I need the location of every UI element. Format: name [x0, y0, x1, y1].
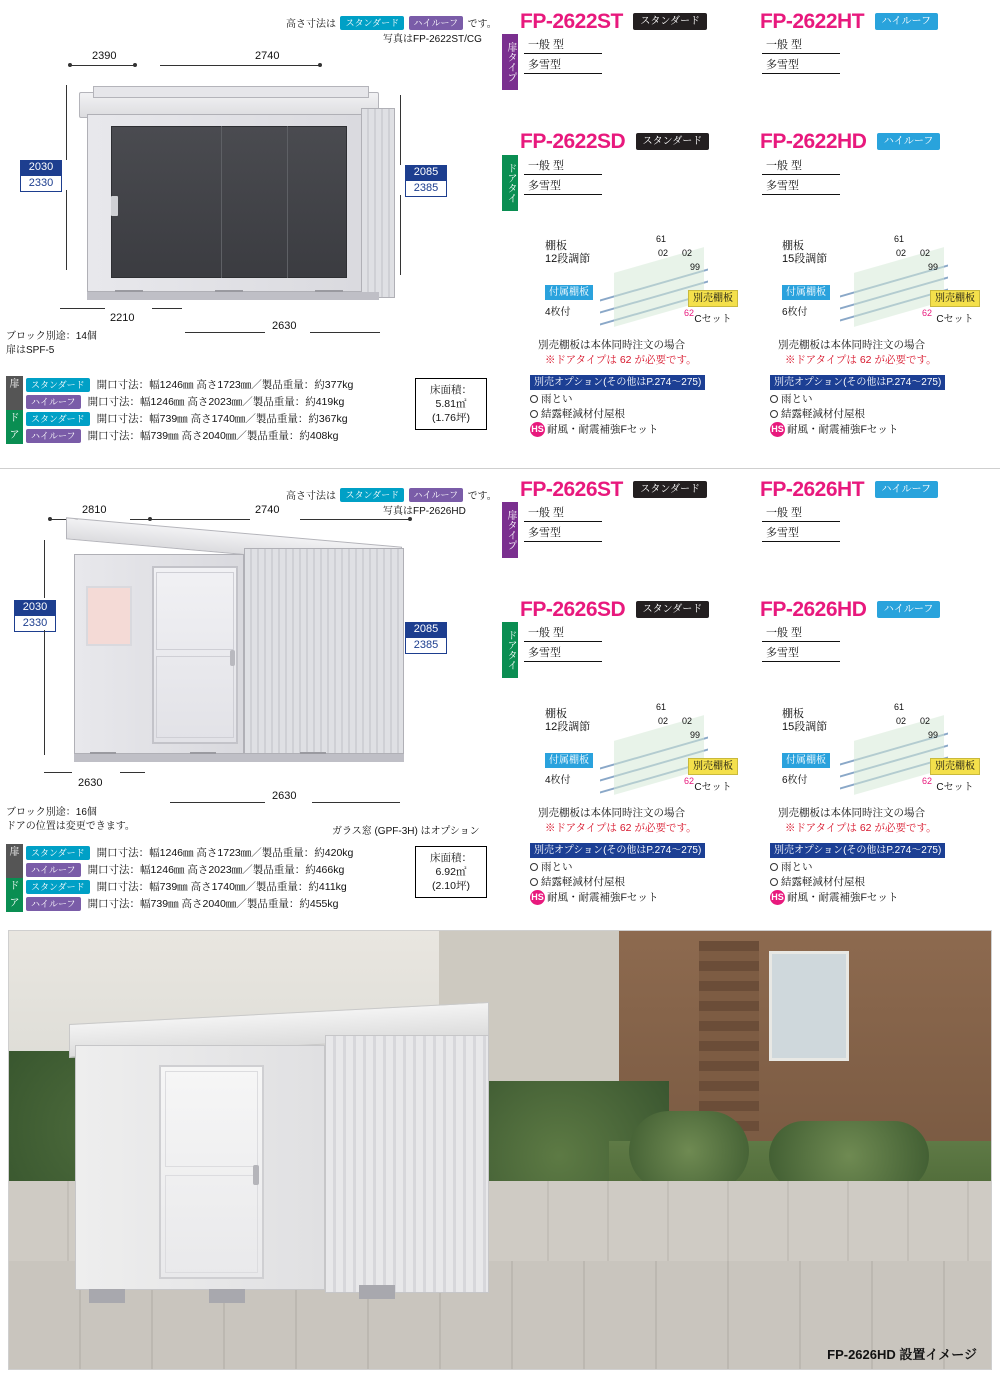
- optional-shelf-badge: 別売棚板: [688, 758, 738, 775]
- type-list-2626HD: [762, 622, 840, 662]
- spec-row: [6, 410, 406, 427]
- optional-shelf-2622-left: [688, 288, 738, 325]
- type-list-2626ST: [524, 502, 602, 542]
- option-item[interactable]: [770, 890, 1000, 905]
- tag-standard: スタンダード: [340, 16, 404, 30]
- door-handle: [230, 650, 235, 666]
- spec-row: [6, 878, 406, 895]
- tab-door-type-2622: 扉タイプ: [502, 34, 518, 90]
- option-item[interactable]: [530, 875, 760, 890]
- optional-shelf-badge: 別売棚板: [930, 290, 980, 307]
- option-label: 耐風・耐震補強Fセット: [787, 423, 899, 436]
- shelf-label: 02: [920, 248, 931, 258]
- hs-badge-icon: HS: [770, 890, 785, 905]
- type-item: 一般 型: [762, 34, 840, 54]
- header-note-text: 高さ寸法は: [286, 19, 336, 30]
- option-item[interactable]: [530, 890, 760, 905]
- attached-shelf-badge: 付属棚板: [782, 285, 830, 300]
- shed-illustration-2626: [60, 522, 410, 772]
- type-item: 多雪型: [762, 642, 840, 662]
- spec-row: [6, 376, 406, 393]
- drawing-fp2626: [0, 500, 470, 810]
- spec-side-label: ア: [6, 895, 23, 912]
- type-item: 一般 型: [524, 622, 602, 642]
- model-2626SD-title: [520, 598, 709, 622]
- spec-tag: ハイルーフ: [26, 863, 81, 877]
- dim-top-left: 2810: [82, 504, 107, 516]
- option-item[interactable]: [770, 407, 1000, 422]
- tab-door-type-2626sd: ドアタイプ: [502, 622, 518, 678]
- model-2626HT-title: [760, 478, 938, 502]
- option-item[interactable]: [530, 422, 760, 437]
- installation-photo: [8, 930, 992, 1370]
- option-label: 耐風・耐震補強Fセット: [547, 423, 659, 436]
- hs-badge-icon: HS: [530, 422, 545, 437]
- option-label: 雨とい: [541, 393, 573, 405]
- option-label: 結露軽減材付屋根: [541, 408, 625, 420]
- dim-right-standard: 2085: [405, 165, 447, 180]
- dim-top-left: 2390: [92, 50, 117, 62]
- shelf-label: 02: [682, 716, 693, 726]
- shelf-label: 02: [896, 716, 907, 726]
- model-name: FP-2622ST: [520, 10, 623, 33]
- model-badge: スタンダード: [636, 133, 710, 150]
- spec-side-label: ア: [6, 427, 23, 444]
- spec-row: [6, 427, 406, 444]
- dim-left-highroof: 2330: [20, 175, 62, 192]
- dim-right-standard: 2085: [405, 622, 447, 637]
- radio-icon[interactable]: [530, 863, 538, 871]
- model-badge: スタンダード: [633, 13, 707, 30]
- type-item: 一般 型: [762, 502, 840, 522]
- floor-area-sub: (2.10坪): [432, 880, 470, 892]
- shelf-label: 02: [920, 716, 931, 726]
- spec-text: 開口寸法：幅1246㎜ 高さ2023㎜／製品重量：約419kg: [87, 396, 345, 408]
- type-item: 多雪型: [524, 54, 602, 74]
- optional-shelf-set: Cセット: [694, 782, 732, 793]
- shelf-label: 99: [690, 262, 701, 272]
- model-badge: ハイルーフ: [875, 13, 939, 30]
- type-item: 一般 型: [762, 622, 840, 642]
- option-item[interactable]: [770, 392, 1000, 407]
- shelf-title: 棚板: [782, 240, 804, 252]
- type-list-2622HT: [762, 34, 840, 74]
- shelf-label: 62: [922, 308, 933, 318]
- spec-row: [6, 844, 406, 861]
- spec-tag: スタンダード: [26, 412, 90, 426]
- floor-area-value: 6.92㎡: [435, 866, 467, 878]
- type-item: 一般 型: [524, 502, 602, 522]
- shelf-note-red-2626-left: ※ドアタイプは 62 が必要です。: [545, 822, 697, 834]
- option-label: 耐風・耐震補強Fセット: [547, 891, 659, 904]
- options-header: 別売オプション(その他はP.274〜275): [770, 843, 945, 858]
- shelf-title: 棚板: [782, 708, 804, 720]
- dim-right-highroof: 2385: [405, 180, 447, 197]
- type-list-2626HT: [762, 502, 840, 542]
- type-item: 多雪型: [524, 642, 602, 662]
- model-badge: スタンダード: [633, 481, 707, 498]
- floor-area-value: 5.81㎡: [435, 398, 467, 410]
- spec-side-label: [6, 393, 23, 410]
- type-item: 一般 型: [762, 155, 840, 175]
- attached-shelf-count: 4枚付: [545, 307, 571, 318]
- option-label: 雨とい: [781, 861, 813, 873]
- optional-shelf-set: Cセット: [936, 314, 974, 325]
- spec-row: [6, 393, 406, 410]
- dim-bottom-right: 2630: [272, 790, 297, 802]
- type-item: 多雪型: [762, 175, 840, 195]
- shelf-label: 02: [658, 716, 669, 726]
- floor-area-2626: [415, 846, 487, 898]
- house-window: [769, 951, 849, 1061]
- attached-shelf-badge: 付属棚板: [545, 285, 593, 300]
- radio-icon[interactable]: [770, 395, 778, 403]
- dim-left-highroof: 2330: [14, 615, 56, 632]
- option-label: 結露軽減材付屋根: [781, 876, 865, 888]
- radio-icon[interactable]: [770, 878, 778, 886]
- spec-side-label: [6, 861, 23, 878]
- shelf-info-2626-right: [782, 708, 830, 786]
- hs-badge-icon: HS: [770, 422, 785, 437]
- model-name: FP-2626ST: [520, 478, 623, 501]
- model-2622ST-title: [520, 10, 707, 34]
- spec-text: 開口寸法：幅1246㎜ 高さ2023㎜／製品重量：約466kg: [87, 864, 345, 876]
- type-list-2622ST: [524, 34, 602, 74]
- dim-left-standard: 2030: [14, 600, 56, 615]
- shelf-note-black-2626-right: 別売棚板は本体同時注文の場合: [778, 807, 925, 819]
- shelf-label: 62: [684, 308, 695, 318]
- shelf-label: 61: [656, 234, 667, 244]
- model-badge: ハイルーフ: [875, 481, 939, 498]
- attached-shelf-count: 6枚付: [782, 307, 808, 318]
- shelf-note-black-2626-left: 別売棚板は本体同時注文の場合: [538, 807, 685, 819]
- model-2622HT-title: [760, 10, 938, 34]
- optional-shelf-2622-right: [930, 288, 980, 325]
- dim-left-standard: 2030: [20, 160, 62, 175]
- attached-shelf-badge: 付属棚板: [782, 753, 830, 768]
- options-header: 別売オプション(その他はP.274〜275): [530, 843, 705, 858]
- block2-photo-note: 写真はFP-2626HD: [383, 506, 466, 517]
- model-badge: ハイルーフ: [877, 133, 941, 150]
- floor-area-label: 床面積：: [430, 384, 472, 396]
- model-name: FP-2622SD: [520, 130, 626, 153]
- spec-text: 開口寸法：幅739㎜ 高さ2040㎜／製品重量：約408kg: [87, 430, 339, 442]
- spec-table-2626: [6, 844, 406, 912]
- options-2622-left: [530, 372, 760, 437]
- spec-tag: スタンダード: [26, 880, 90, 894]
- glass-window: [86, 586, 132, 646]
- dim-bottom-left: 2210: [110, 312, 135, 324]
- option-label: 耐風・耐震補強Fセット: [787, 891, 899, 904]
- model-name: FP-2622HD: [760, 130, 867, 153]
- photo-caption: FP-2626HD 設置イメージ: [827, 1347, 977, 1362]
- glass-window-note: ガラス窓 (GPF-3H) はオプション: [332, 826, 480, 837]
- shelf-label: 99: [690, 730, 701, 740]
- shelf-label: 02: [658, 248, 669, 258]
- tag-highroof: ハイルーフ: [409, 488, 464, 502]
- model-2626HD-title: [760, 598, 940, 622]
- shelf-info-2622-left: [545, 240, 593, 318]
- shelf-title: 棚板: [545, 708, 567, 720]
- spec-row: [6, 861, 406, 878]
- option-item[interactable]: [770, 860, 1000, 875]
- type-item: 一般 型: [524, 34, 602, 54]
- spec-text: 開口寸法：幅1246㎜ 高さ1723㎜／製品重量：約377kg: [96, 379, 354, 391]
- radio-icon[interactable]: [770, 863, 778, 871]
- type-list-2626SD: [524, 622, 602, 662]
- options-2626-left: [530, 840, 760, 905]
- drawing-fp2622: [0, 40, 470, 340]
- header-note-text2: です。: [467, 19, 497, 30]
- shelf-note-red-2626-right: ※ドアタイプは 62 が必要です。: [785, 822, 937, 834]
- shelf-label: 02: [896, 248, 907, 258]
- shelf-note-red-2622-left: ※ドアタイプは 62 が必要です。: [545, 354, 697, 366]
- model-badge: スタンダード: [636, 601, 710, 618]
- shelf-label: 62: [684, 776, 695, 786]
- type-item: 多雪型: [524, 522, 602, 542]
- option-item[interactable]: [530, 860, 760, 875]
- radio-icon[interactable]: [530, 395, 538, 403]
- option-label: 雨とい: [781, 393, 813, 405]
- shelf-label: 02: [682, 248, 693, 258]
- spec-side-label: 扉: [6, 376, 23, 393]
- spec-side-label: ド: [6, 878, 23, 895]
- dim-bottom-left: 2630: [78, 777, 103, 789]
- block2-note-0: ブロック別途：16個: [6, 807, 97, 818]
- shelf-note-black-2622-right: 別売棚板は本体同時注文の場合: [778, 339, 925, 351]
- shelf-label: 61: [656, 702, 667, 712]
- model-name: FP-2622HT: [760, 10, 865, 33]
- optional-shelf-2626-left: [688, 756, 738, 793]
- shelf-note-red-2622-right: ※ドアタイプは 62 が必要です。: [785, 354, 937, 366]
- radio-icon[interactable]: [530, 410, 538, 418]
- shelf-label: 99: [928, 262, 939, 272]
- options-2622-right: [770, 372, 1000, 437]
- shelf-title: 棚板: [545, 240, 567, 252]
- dim-bottom-right: 2630: [272, 320, 297, 332]
- spec-text: 開口寸法：幅739㎜ 高さ1740㎜／製品重量：約367kg: [96, 413, 348, 425]
- shelf-sub: 15段調節: [782, 721, 828, 733]
- type-list-2622SD: [524, 155, 602, 195]
- shelf-sub: 15段調節: [782, 253, 828, 265]
- spec-text: 開口寸法：幅739㎜ 高さ2040㎜／製品重量：約455kg: [87, 898, 339, 910]
- shelf-note-black-2622-left: 別売棚板は本体同時注文の場合: [538, 339, 685, 351]
- floor-area-label: 床面積：: [430, 852, 472, 864]
- radio-icon[interactable]: [770, 410, 778, 418]
- shelf-info-2622-right: [782, 240, 830, 318]
- tag-standard: スタンダード: [340, 488, 404, 502]
- shelf-sub: 12段調節: [545, 721, 591, 733]
- photo-shed: [69, 1013, 489, 1313]
- tab-door-type-2622sd: ドアタイプ: [502, 155, 518, 211]
- attached-shelf-count: 4枚付: [545, 775, 571, 786]
- floor-area-sub: (1.76坪): [432, 412, 470, 424]
- spec-side-label: 扉: [6, 844, 23, 861]
- optional-shelf-set: Cセット: [936, 782, 974, 793]
- options-header: 別売オプション(その他はP.274〜275): [530, 375, 705, 390]
- type-item: 多雪型: [762, 54, 840, 74]
- dim-right-highroof: 2385: [405, 637, 447, 654]
- block2-note-1: ドアの位置は変更できます。: [6, 821, 135, 832]
- option-item[interactable]: [530, 407, 760, 422]
- options-header: 別売オプション(その他はP.274〜275): [770, 375, 945, 390]
- option-label: 雨とい: [541, 861, 573, 873]
- option-label: 結露軽減材付屋根: [781, 408, 865, 420]
- attached-shelf-badge: 付属棚板: [545, 753, 593, 768]
- option-item[interactable]: [770, 422, 1000, 437]
- options-2626-right: [770, 840, 1000, 905]
- spec-row: [6, 895, 406, 912]
- optional-shelf-set: Cセット: [694, 314, 732, 325]
- optional-shelf-badge: 別売棚板: [930, 758, 980, 775]
- type-item: 多雪型: [524, 175, 602, 195]
- header-note-text: 高さ寸法は: [286, 491, 336, 502]
- model-2622SD-title: [520, 130, 709, 154]
- option-item[interactable]: [530, 392, 760, 407]
- attached-shelf-count: 6枚付: [782, 775, 808, 786]
- dim-top-right: 2740: [255, 504, 280, 516]
- shelf-label: 61: [894, 234, 905, 244]
- shelf-sub: 12段調節: [545, 253, 591, 265]
- model-2622HD-title: [760, 130, 940, 154]
- header-note-text2: です。: [467, 491, 497, 502]
- spec-tag: ハイルーフ: [26, 897, 81, 911]
- section-divider: [0, 468, 1000, 469]
- model-name: FP-2626SD: [520, 598, 626, 621]
- dim-top-right: 2740: [255, 50, 280, 62]
- block1-photo-note: 写真はFP-2622ST/CG: [383, 34, 482, 45]
- floor-area-2622: [415, 378, 487, 430]
- shelf-label: 99: [928, 730, 939, 740]
- tag-highroof: ハイルーフ: [409, 16, 464, 30]
- block1-note-1: 扉はSPF-5: [6, 345, 55, 356]
- optional-shelf-2626-right: [930, 756, 980, 793]
- type-item: 一般 型: [524, 155, 602, 175]
- spec-side-label: ド: [6, 410, 23, 427]
- shelf-label: 62: [922, 776, 933, 786]
- shelf-label: 61: [894, 702, 905, 712]
- optional-shelf-badge: 別売棚板: [688, 290, 738, 307]
- spec-tag: スタンダード: [26, 846, 90, 860]
- option-item[interactable]: [770, 875, 1000, 890]
- spec-tag: ハイルーフ: [26, 395, 81, 409]
- type-list-2622HD: [762, 155, 840, 195]
- model-badge: ハイルーフ: [877, 601, 941, 618]
- spec-table-2622: [6, 376, 406, 444]
- spec-tag: スタンダード: [26, 378, 90, 392]
- type-item: 多雪型: [762, 522, 840, 542]
- spec-text: 開口寸法：幅1246㎜ 高さ1723㎜／製品重量：約420kg: [96, 847, 354, 859]
- shed-illustration-2622: [75, 68, 395, 308]
- spec-text: 開口寸法：幅739㎜ 高さ1740㎜／製品重量：約411kg: [96, 881, 347, 893]
- option-label: 結露軽減材付屋根: [541, 876, 625, 888]
- model-2626ST-title: [520, 478, 707, 502]
- radio-icon[interactable]: [530, 878, 538, 886]
- block1-note-0: ブロック別途：14個: [6, 331, 97, 342]
- shelf-info-2626-left: [545, 708, 593, 786]
- spec-tag: ハイルーフ: [26, 429, 81, 443]
- model-name: FP-2626HT: [760, 478, 865, 501]
- hs-badge-icon: HS: [530, 890, 545, 905]
- tab-door-type-2626: 扉タイプ: [502, 502, 518, 558]
- model-name: FP-2626HD: [760, 598, 867, 621]
